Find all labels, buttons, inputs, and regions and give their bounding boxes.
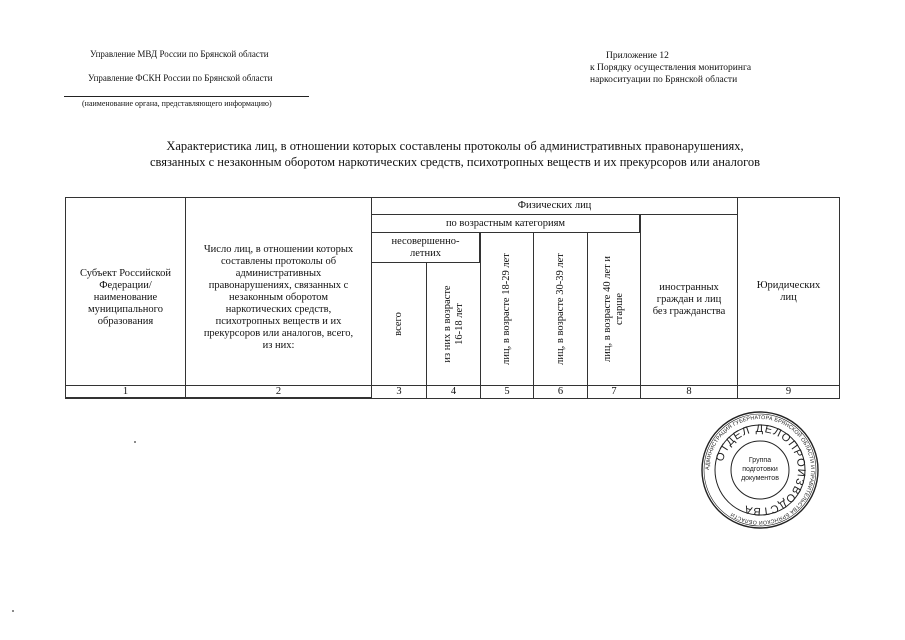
header-age-18-29	[480, 232, 534, 386]
stamp-outer-text: АДМИНИСТРАЦИЯ ГУБЕРНАТОРА БРЯНСКОЙ ОБЛАСТИ И ПРАВИТЕЛЬСТВА БРЯНСКОЙ ОБЛАСТИ	[704, 414, 816, 526]
column-number-4: 4	[426, 385, 481, 399]
header-age-40-plus-line-2: старше	[614, 292, 625, 326]
column-number-9: 9	[737, 385, 840, 399]
stamp-center-line-1: Группа	[748, 457, 772, 464]
appendix-line-2: к Порядку осуществления мониторинга	[590, 63, 752, 73]
document-title	[60, 138, 850, 170]
header-minors-16-18-line-2: 16-18 лет	[453, 303, 465, 345]
header-age-30-39	[533, 232, 588, 386]
column-number-1: 1	[65, 385, 186, 399]
org-line-2: Управление ФСКН России по Брянской области	[88, 73, 273, 83]
column-number-7: 7	[587, 385, 641, 399]
header-minors-16-18-text	[442, 285, 466, 362]
header-minors-total-text: всего	[393, 312, 404, 336]
scan-mark	[134, 441, 136, 443]
header-age-categories: по возрастным категориям	[371, 214, 640, 233]
official-stamp	[700, 410, 820, 530]
title-line-1: Характеристика лиц, в отношении которых составлены протоколы об административных правонарушениях,	[166, 139, 744, 153]
header-subject: Субъект Российской Федерации/ наименование муниципального образования	[65, 197, 186, 398]
org-line-1: Управление МВД России по Брянской области	[90, 49, 269, 59]
header-age-40-plus-text	[602, 256, 626, 362]
stamp-middle-text: ОТДЕЛ ДЕЛОПРОИЗВОДСТВА	[714, 422, 808, 518]
header-legal-entities: Юридических лиц	[737, 197, 840, 386]
header-age-18-29-text: лиц, в возрасте 18-29 лет	[501, 253, 512, 365]
column-number-5: 5	[480, 385, 534, 399]
stamp-center-line-2: подготовки	[742, 466, 778, 473]
title-line-2: связанных с незаконным оборотом наркотических средств, психотропных веществ и их прекурсоров или аналогов	[149, 155, 761, 169]
header-age-40-plus-line-1: лиц, в возрасте 40 лет и	[602, 256, 613, 362]
column-number-3: 3	[371, 385, 427, 399]
column-number-6: 6	[533, 385, 588, 399]
column-number-2: 2	[185, 385, 372, 399]
header-minors-total	[371, 262, 427, 386]
header-total-persons: Число лиц, в отношении которых составлены протоколы об административных правонарушениях, связанных с незаконным оборотом наркотических средств, психотропных веществ и их прекурсоров или аналогов, всего, из них:	[185, 197, 372, 398]
header-physical-persons: Физических лиц	[371, 197, 738, 215]
header-age-40-plus	[587, 232, 641, 386]
header-age-30-39-text: лиц, в возрасте 30-39 лет	[554, 253, 566, 365]
column-number-8: 8	[640, 385, 738, 399]
stamp-graphic	[700, 410, 820, 530]
header-foreigners: иностранных граждан и лиц без гражданства	[640, 214, 738, 386]
header-minors: несовершенно-летних	[371, 232, 480, 263]
stamp-center-line-3: документов	[741, 475, 779, 482]
org-underline	[64, 96, 309, 97]
scan-mark	[12, 610, 14, 612]
header-minors-16-18	[426, 262, 481, 386]
appendix-line-3: наркоситуации по Брянской области	[590, 75, 738, 85]
org-caption: (наименование органа, представляющего информацию)	[82, 99, 272, 108]
header-minors-16-18-line-1: из них в возрасте	[441, 285, 453, 363]
appendix-number: Приложение 12	[606, 51, 669, 61]
